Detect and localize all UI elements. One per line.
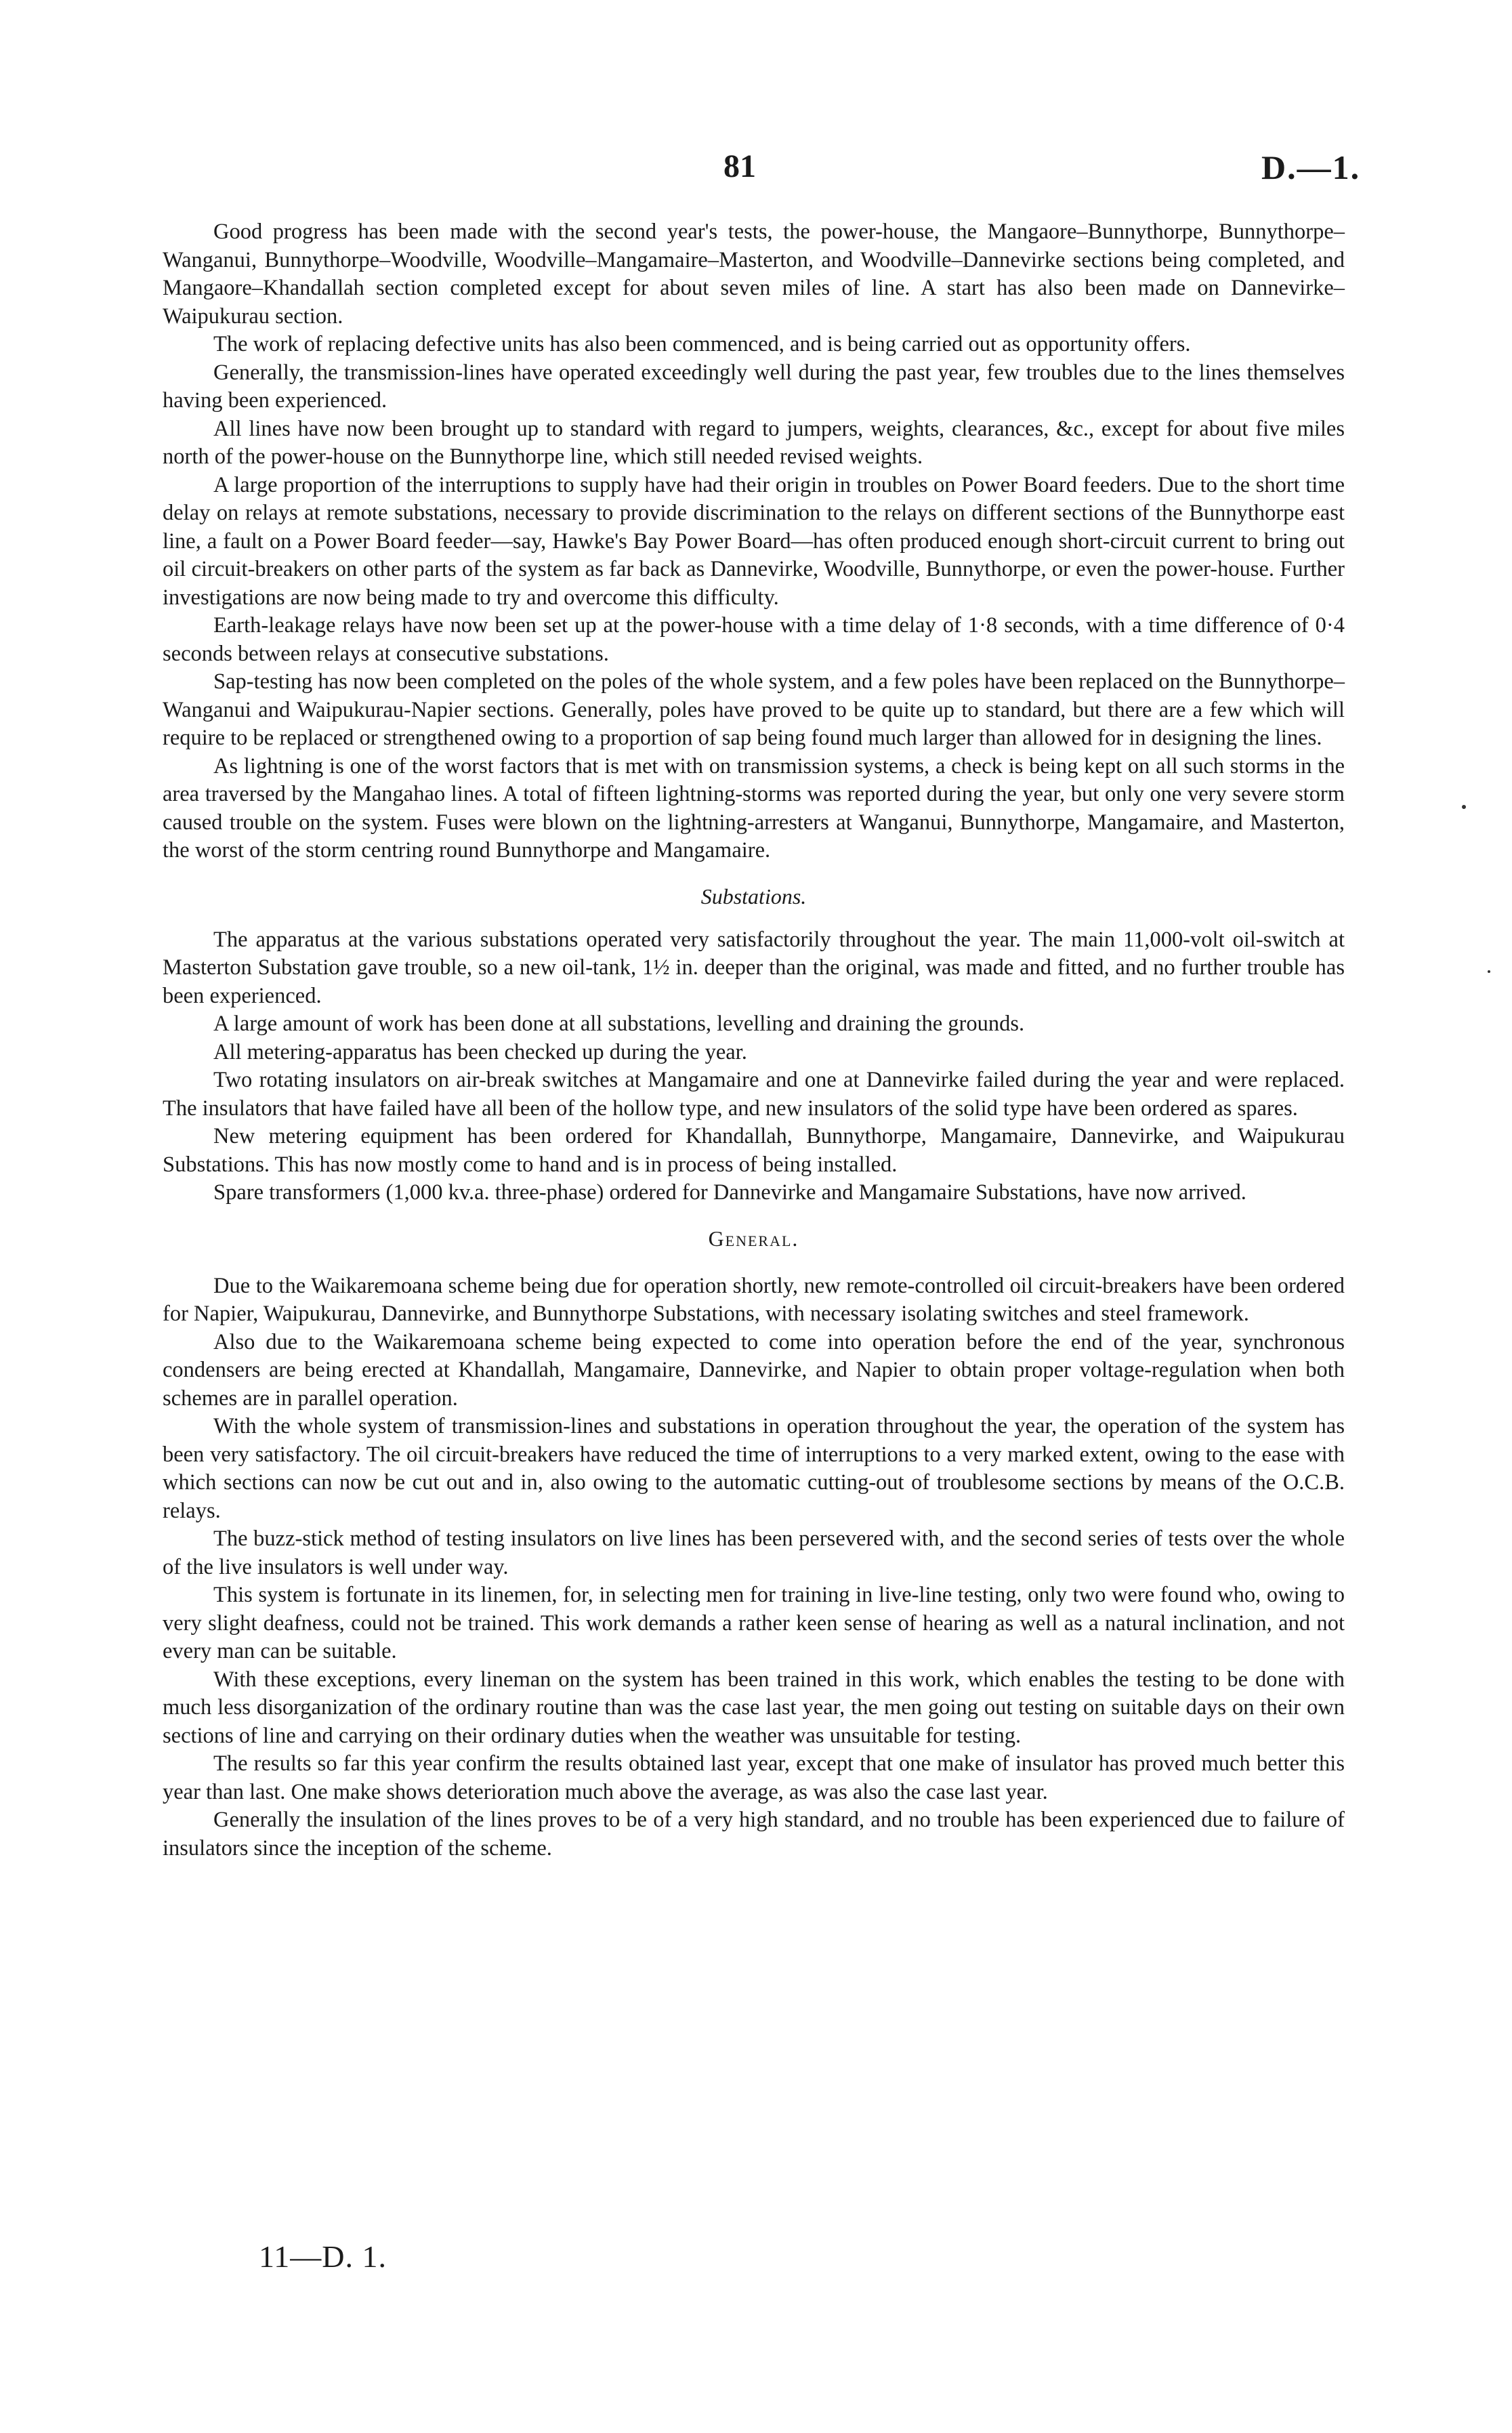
paragraph: Sap-testing has now been completed on the poles of the whole system, and a few poles have been replaced on the Bunnythorpe–Wanganui and Waipukurau-Napier sections. Generally, poles have proved to be quite up to standard, but there are a few which will require to be replaced or strengthened owing to a proportion of sap being found much larger than allowed for in designing the lines. <box>163 669 1345 750</box>
print-speck <box>1488 970 1490 973</box>
paragraph: As lightning is one of the worst factors that is met with on transmission systems, a check is being kept on all such storms in the area traversed by the Mangahao lines. A total of fifteen lightning-storms was reported during the year, but only one very severe storm caused trouble on the system. Fuses were blown on the lightning-arresters at Wanganui, Bunnythorpe, Mangamaire, and Masterton, the worst of the storm centring round Bunnythorpe and Mangamaire. <box>163 753 1345 862</box>
paragraph: Generally the insulation of the lines proves to be of a very high standard, and no trouble has been experienced due to failure of insulators since the inception of the scheme. <box>163 1808 1345 1860</box>
paragraph: All metering-apparatus has been checked up during the year. <box>213 1039 747 1064</box>
paragraph: This system is fortunate in its linemen, for, in selecting men for training in live-line testing, only two were found who, owing to very slight deafness, could not be trained. This work demands a rather keen sense of hearing as well as a natural inclination, and not every man can be suitable. <box>163 1583 1345 1663</box>
paragraph: Earth-leakage relays have now been set up at the power-house with a time delay of 1·8 seconds, with a time difference of 0·4 seconds between relays at consecutive substations. <box>163 613 1345 666</box>
paragraph: Generally, the transmission-lines have operated exceedingly well during the past year, few troubles due to the lines themselves having been experienced. <box>163 360 1345 413</box>
page-number: 81 <box>723 148 756 184</box>
paragraph: A large proportion of the interruptions to supply have had their origin in troubles on Power Board feeders. Due to the short time delay on relays at remote substations, necessary to provide discrimination to the relays on different sections of the Bunnythorpe east line, a fault on a Power Board feeder—say, Hawke's Bay Power Board—has often produced enough short-circuit current to bring out oil circuit-breakers on other parts of the system as far back as Dannevirke, Woodville, Bunnythorpe, or even the power-house. Further investigations are now being made to try and overcome this difficulty. <box>163 472 1345 610</box>
paragraph: Due to the Waikaremoana scheme being due for operation shortly, new remote-controlled oil circuit-breakers have been ordered for Napier, Waipukurau, Dannevirke, and Bunnythorpe Substations, with necessary isolating switches and steel framework. <box>163 1273 1345 1326</box>
paragraph: The buzz-stick method of testing insulators on live lines has been persevered with, and the second series of tests over the whole of the live insulators is well under way. <box>163 1526 1345 1579</box>
print-speck <box>1462 805 1466 809</box>
paragraph: With the whole system of transmission-lines and substations in operation throughout the year, the operation of the system has been very satisfactory. The oil circuit-breakers have reduced the time of interruptions to a very marked extent, owing to the ease with which sections can now be cut out and in, also owing to the automatic cutting-out of troublesome sections by means of the O.C.B. relays. <box>163 1414 1345 1523</box>
paragraph: With these exceptions, every lineman on the system has been trained in this work, which enables the testing to be done with much less disorganization of the ordinary routine than was the case last year, the men going out testing on suitable days on their own sections of line and carrying on their ordinary duties when the weather was unsuitable for testing. <box>163 1667 1345 1748</box>
section-heading-general: General. <box>708 1226 799 1251</box>
paragraph: All lines have now been brought up to standard with regard to jumpers, weights, clearances, &c., except for about five miles north of the power-house on the Bunnythorpe line, which still needed revised weights. <box>163 416 1345 469</box>
paragraph: Good progress has been made with the second year's tests, the power-house, the Mangaore–Bunnythorpe, Bunnythorpe–Wanganui, Bunnythorpe–Woodville, Woodville–Mangamaire–Masterton, and Woodville–Dannevirke sections being completed, and Mangaore–Khandallah section completed except for about seven miles of line. A start has also been made on Dannevirke–Waipukurau section. <box>163 220 1345 329</box>
paragraph: The work of replacing defective units has also been commenced, and is being carried out as opportunity offers. <box>213 332 1191 356</box>
paragraph: Also due to the Waikaremoana scheme being expected to come into operation before the end of the year, synchronous condensers are being erected at Khandallah, Mangamaire, Dannevirke, and Napier to obtain proper voltage-regulation when both schemes are in parallel operation. <box>163 1329 1345 1411</box>
signature-reference: 11—D. 1. <box>259 2239 387 2274</box>
body-text <box>163 218 1345 1863</box>
section-heading-substations: Substations. <box>700 883 807 909</box>
document-reference: D.—1. <box>1261 148 1361 186</box>
paragraph: New metering equipment has been ordered for Khandallah, Bunnythorpe, Mangamaire, Dannevirke, and Waipukurau Substations. This has now mostly come to hand and is in process of being installed. <box>163 1124 1345 1177</box>
paragraph: Two rotating insulators on air-break switches at Mangamaire and one at Dannevirke failed during the year and were replaced. The insulators that have failed have all been of the hollow type, and new insulators of the solid type have been ordered as spares. <box>163 1068 1345 1121</box>
paragraph: The apparatus at the various substations operated very satisfactorily throughout the year. The main 11,000-volt oil-switch at Masterton Substation gave trouble, so a new oil-tank, 1½ in. deeper than the original, was made and fitted, and no further trouble has been experienced. <box>163 927 1345 1008</box>
paragraph: The results so far this year confirm the results obtained last year, except that one make of insulator has proved much better this year than last. One make shows deterioration much above the average, as was also the case last year. <box>163 1751 1345 1804</box>
paragraph: Spare transformers (1,000 kv.a. three-phase) ordered for Dannevirke and Mangamaire Substations, have now arrived. <box>213 1180 1246 1205</box>
paragraph: A large amount of work has been done at all substations, levelling and draining the grounds. <box>213 1012 1025 1036</box>
